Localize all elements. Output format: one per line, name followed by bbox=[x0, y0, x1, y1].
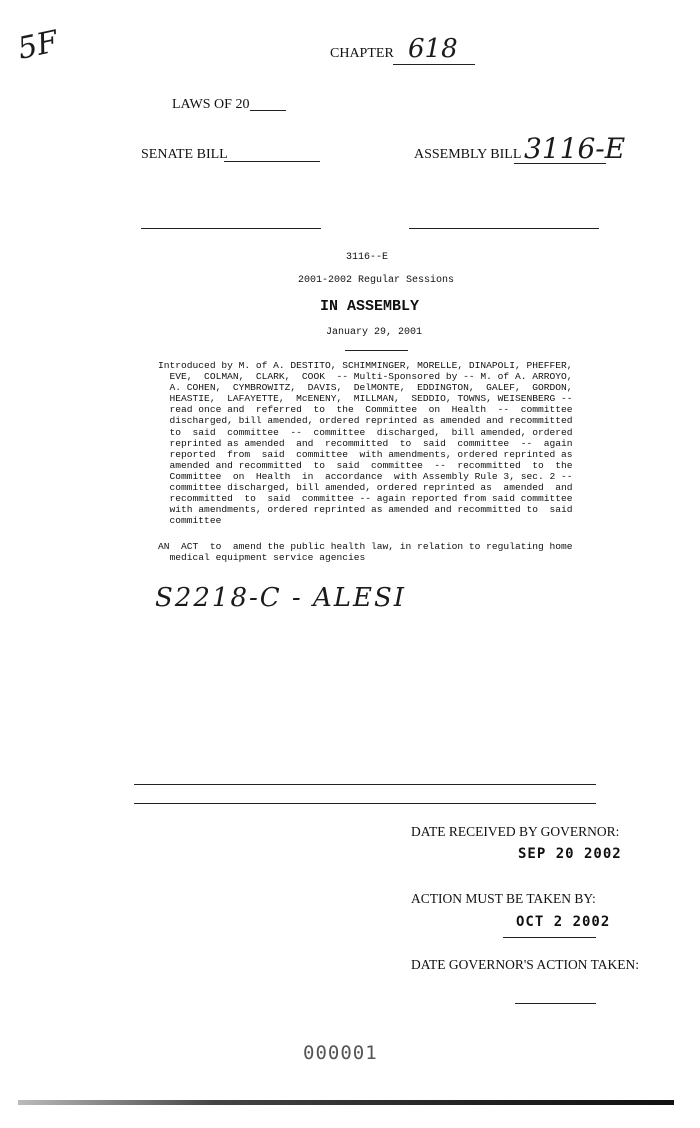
corner-handwritten-mark: 5F bbox=[14, 24, 62, 67]
intro-line: committee discharged, bill amended, ordered reprinted as amended and bbox=[158, 482, 573, 494]
intro-line: Committee on Health in accordance with Assembly Rule 3, sec. 2 -- bbox=[158, 470, 573, 482]
intro-line: recommitted to said committee -- again reported from said committee bbox=[158, 493, 573, 505]
intro-line: reprinted as amended and recommitted to said committee -- again bbox=[158, 437, 573, 449]
bill-date: January 29, 2001 bbox=[326, 327, 423, 338]
action-deadline-underline bbox=[503, 937, 596, 938]
chamber-heading: IN ASSEMBLY bbox=[320, 298, 420, 315]
date-received-stamp: SEP 20 2002 bbox=[518, 846, 622, 862]
intro-line: to said committee -- committee discharged, bill amended, ordered bbox=[158, 426, 573, 438]
chapter-number: 618 bbox=[408, 34, 458, 64]
separator-rule-top bbox=[134, 784, 596, 785]
assembly-bill-label: ASSEMBLY BILL bbox=[414, 147, 522, 162]
intro-line: Introduced by M. of A. DESTITO, SCHIMMINGER, MORELLE, DINAPOLI, PHEFFER, bbox=[158, 360, 573, 371]
intro-line: committee bbox=[158, 515, 222, 527]
introduction-paragraph bbox=[158, 360, 573, 526]
separator-rule-bottom bbox=[134, 803, 596, 804]
action-deadline-stamp: OCT 2 2002 bbox=[516, 914, 611, 930]
intro-line: with amendments, ordered reprinted as amended and recommitted to said bbox=[158, 504, 573, 516]
chapter-underline bbox=[393, 64, 475, 65]
senate-reference-handwritten: S2218-C - ALESI bbox=[155, 583, 407, 613]
action-deadline-label: ACTION MUST BE TAKEN BY: bbox=[411, 891, 596, 906]
date-received-label: DATE RECEIVED BY GOVERNOR: bbox=[411, 824, 620, 839]
act-line: AN ACT to amend the public health law, in relation to regulating home bbox=[158, 541, 573, 552]
act-line: medical equipment service agencies bbox=[158, 552, 366, 564]
action-taken-blank bbox=[515, 1003, 596, 1004]
scan-edge-bar bbox=[18, 1100, 674, 1105]
bill-sessions: 2001-2002 Regular Sessions bbox=[298, 275, 455, 286]
laws-label: LAWS OF 20 bbox=[172, 97, 250, 112]
date-underline bbox=[345, 350, 408, 351]
bill-number: 3116--E bbox=[345, 252, 388, 263]
assembly-bill-underline bbox=[514, 163, 606, 164]
left-blank-rule bbox=[141, 228, 321, 229]
intro-line: amended and recommitted to said committee -- recommitted to the bbox=[158, 459, 573, 471]
chapter-label: CHAPTER bbox=[330, 46, 394, 61]
assembly-bill-number: 3116-E bbox=[524, 132, 626, 165]
intro-line: EVE, COLMAN, CLARK, COOK -- Multi-Sponsored by -- M. of A. ARROYO, bbox=[158, 371, 573, 383]
intro-line: A. COHEN, CYMBROWITZ, DAVIS, DelMONTE, EDDINGTON, GALEF, GORDON, bbox=[158, 382, 573, 394]
intro-line: discharged, bill amended, ordered reprinted as amended and recommitted bbox=[158, 415, 573, 427]
action-taken-label: DATE GOVERNOR'S ACTION TAKEN: bbox=[411, 957, 639, 972]
senate-bill-blank bbox=[224, 161, 320, 162]
page-number: 000001 bbox=[303, 1042, 378, 1064]
senate-bill-label: SENATE BILL bbox=[141, 147, 228, 162]
right-blank-rule bbox=[409, 228, 599, 229]
intro-line: read once and referred to the Committee on Health -- committee bbox=[158, 404, 573, 416]
act-title bbox=[158, 541, 573, 563]
intro-line: reported from said committee with amendments, ordered reprinted as bbox=[158, 448, 573, 460]
laws-year-blank bbox=[250, 110, 286, 111]
intro-line: HEASTIE, LAFAYETTE, McENENY, MILLMAN, SEDDIO, TOWNS, WEISENBERG -- bbox=[158, 393, 573, 405]
